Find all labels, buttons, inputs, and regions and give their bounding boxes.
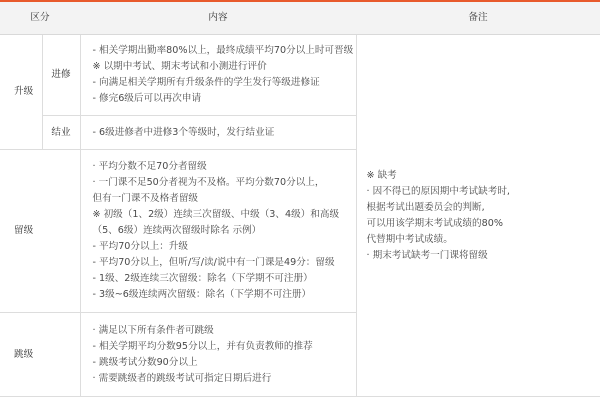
header-note: 备注: [356, 1, 600, 35]
note-line: 代替期中考试成绩。: [366, 233, 453, 245]
content-retention: [80, 150, 356, 313]
header-row: [0, 1, 600, 35]
note-line: ※ 缺考: [366, 169, 397, 181]
note-line: · 因不得已的原因期中考试缺考时,: [366, 185, 510, 197]
content-line: - 6级进修者中进修3个等级时，发行结业证: [92, 126, 275, 138]
content-skip: [80, 313, 356, 397]
category-skip: 跳级: [0, 313, 80, 397]
category-promotion: 升级: [0, 35, 42, 150]
row-promotion-advance: [0, 35, 600, 116]
subcategory-completion: 结业: [42, 116, 80, 150]
content-line: - 1级、2级连续三次留级：除名（下学期不可注册）: [92, 273, 313, 284]
note-cell: [356, 35, 600, 397]
content-line: 但有一门课不及格者留级: [92, 193, 199, 204]
subcategory-advance: 进修: [42, 35, 80, 116]
category-retention: 留级: [0, 150, 80, 313]
note-line: 可以用该学期末考试成绩的80%: [366, 217, 503, 229]
content-line: - 跳级考试分数90分以上: [92, 356, 198, 368]
note-line: · 期末考试缺考一门课将留级: [366, 249, 488, 261]
content-line: - 修完6级后可以再次申请: [92, 93, 202, 104]
content-line: （5、6级）连续两次留级时除名 示例）: [92, 225, 262, 236]
content-line: · 一门课不足50分者视为不及格。平均分数70分以上，: [92, 177, 325, 188]
content-line: ※ 以期中考试、期末考试和小测进行评价: [92, 61, 267, 72]
header-category: 区分: [0, 1, 80, 35]
content-line: - 相关学期出勤率80%以上，最终成绩平均70分以上时可晋级: [92, 45, 354, 56]
note-line: 根据考试出题委员会的判断,: [366, 201, 485, 213]
content-line: - 平均70分以上，但听/写/读/说中有一门课是49分：留级: [92, 257, 335, 268]
content-line: · 需要跳级者的跳级考试可指定日期后进行: [92, 372, 272, 384]
content-line: ※ 初级（1、2级）连续三次留级、中级（3、4级）和高级: [92, 209, 340, 220]
content-line: · 满足以下所有条件者可跳级: [92, 324, 214, 336]
content-advance: [80, 35, 356, 116]
content-completion: [80, 116, 356, 150]
content-line: - 向满足相关学期所有升级条件的学生发行等级进修证: [92, 77, 320, 88]
content-line: - 平均70分以上：升级: [92, 241, 188, 252]
content-line: - 相关学期平均分数95分以上，并有负责教师的推荐: [92, 340, 313, 352]
content-line: - 3级~6级连续两次留级：除名（下学期不可注册）: [92, 289, 312, 300]
content-line: · 平均分数不足70分者留级: [92, 161, 207, 172]
header-content: 内容: [80, 1, 356, 35]
